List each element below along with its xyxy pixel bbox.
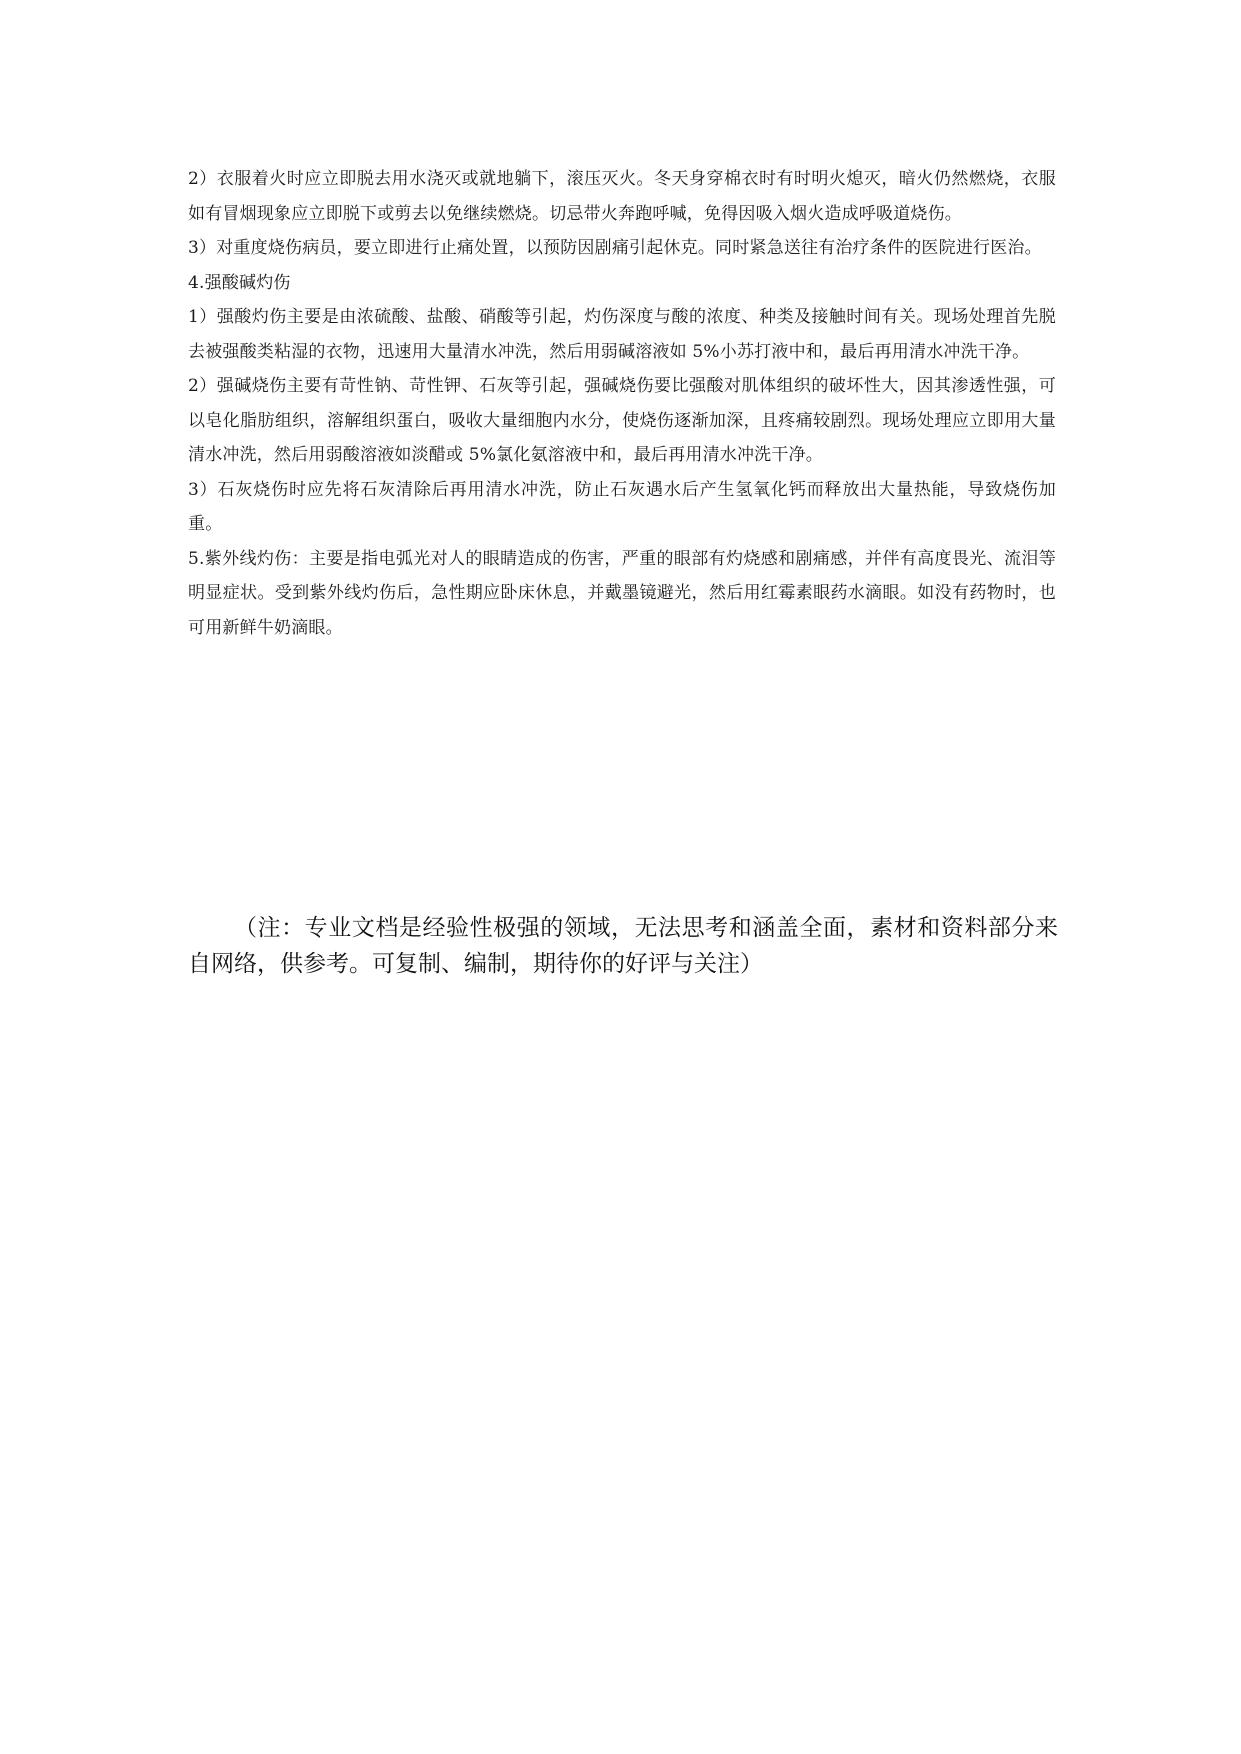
note-text: （注：专业文档是经验性极强的领域，无法思考和涵盖全面，素材和资料部分来自网络，供参考。可复制、编制，期待你的好评与关注）	[188, 915, 1058, 977]
paragraph-alkali-burn: 2）强碱烧伤主要有苛性钠、苛性钾、石灰等引起，强碱烧伤要比强酸对肌体组织的破坏性大，因其渗透性强，可以皂化脂肪组织，溶解组织蛋白，吸收大量细胞内水分，使烧伤逐渐加深，且疼痛较剧烈。现场处理应立即用大量清水冲洗，然后用弱酸溶液如淡醋或 5%氯化氨溶液中和，最后再用清水冲洗干净。	[188, 376, 1056, 465]
paragraph-uv-burn: 5.紫外线灼伤：主要是指电弧光对人的眼睛造成的伤害，严重的眼部有灼烧感和剧痛感，并伴有高度畏光、流泪等明显症状。受到紫外线灼伤后，急性期应卧床休息，并戴墨镜避光，然后用红霉素眼药水滴眼。如没有药物时，也可用新鲜牛奶滴眼。	[188, 548, 1056, 638]
document-body	[188, 162, 1056, 645]
paragraph-clothing-fire: 2）衣服着火时应立即脱去用水浇灭或就地躺下，滚压灭火。冬天身穿棉衣时有时明火熄灭，暗火仍然燃烧，衣服如有冒烟现象应立即脱下或剪去以免继续燃烧。切忌带火奔跑呼喊，免得因吸入烟火造成呼吸道烧伤。	[188, 169, 1056, 224]
paragraph-severe-burn: 3）对重度烧伤病员，要立即进行止痛处置，以预防因剧痛引起休克。同时紧急送往有治疗条件的医院进行医治。	[188, 238, 1042, 258]
section-heading-acid-alkali: 4.强酸碱灼伤	[188, 272, 291, 293]
document-note	[188, 910, 1058, 982]
paragraph-acid-burn: 1）强酸灼伤主要是由浓硫酸、盐酸、硝酸等引起，灼伤深度与酸的浓度、种类及接触时间有关。现场处理首先脱去被强酸类粘湿的衣物，迅速用大量清水冲洗，然后用弱碱溶液如 5%小苏打液中和，最后再用清水冲洗干净。	[188, 307, 1056, 362]
paragraph-lime-burn: 3）石灰烧伤时应先将石灰清除后再用清水冲洗，防止石灰遇水后产生氢氧化钙而释放出大量热能，导致烧伤加重。	[188, 479, 1056, 534]
